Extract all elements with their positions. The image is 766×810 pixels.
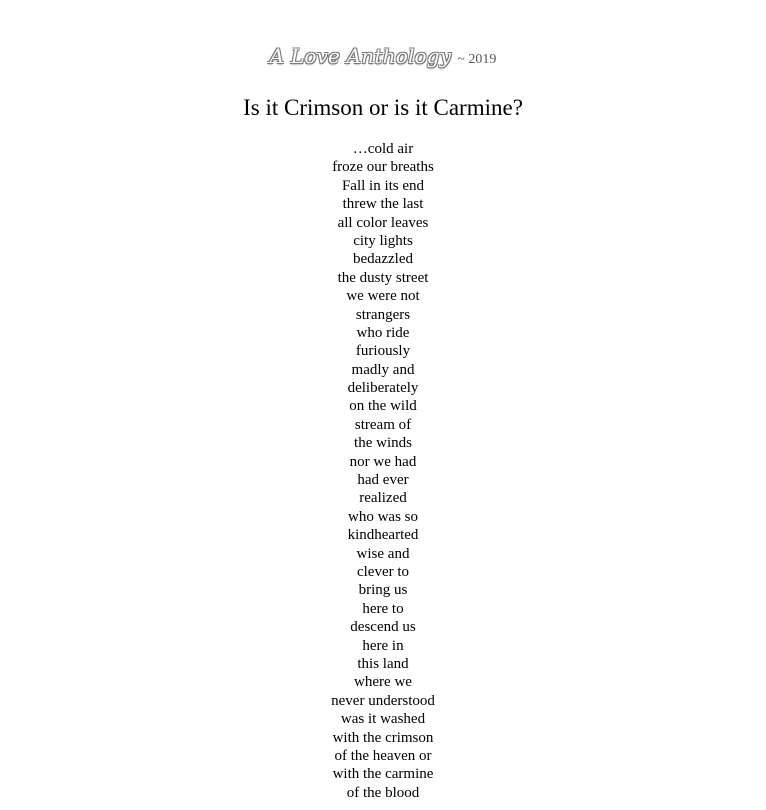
poem-body — [0, 140, 766, 802]
poem-line: clever to — [356, 563, 410, 580]
poem-line: Fall in its end — [341, 177, 425, 194]
poem-line: where we — [354, 674, 412, 691]
anthology-title: A Love Anthology — [269, 44, 452, 68]
poem-line: stream of — [354, 416, 412, 433]
anthology-header — [0, 46, 766, 67]
poem-line: nor we had — [349, 453, 417, 470]
poem-line: furiously — [355, 343, 411, 360]
poem-line: madly and — [351, 361, 415, 378]
poem-line: who ride — [356, 324, 410, 341]
poem-line: bedazzled — [353, 251, 413, 268]
poem-line: all color leaves — [337, 214, 429, 231]
poem-line: kindhearted — [347, 527, 419, 544]
poem-line: who was so — [348, 508, 418, 525]
poem-line: was it washed — [340, 711, 426, 728]
poem-line: never understood — [331, 692, 435, 709]
poem-line: here to — [362, 600, 404, 617]
poem-line: on the wild — [349, 398, 417, 415]
poem-line: of the blood — [346, 784, 420, 801]
poem-title: Is it Crimson or is it Carmine? — [243, 95, 523, 120]
poem-line: strangers — [355, 306, 411, 323]
poem-line: the dusty street — [337, 269, 429, 286]
poem-line: city lights — [353, 232, 413, 249]
poem-line: we were not — [346, 288, 420, 305]
poem-line: had ever — [357, 472, 409, 489]
poem-line: this land — [357, 655, 409, 672]
poem-line: the winds — [354, 435, 412, 452]
poem-line: …cold air — [352, 141, 414, 157]
poem-line: with the carmine — [332, 766, 434, 783]
poem-line: of the heaven or — [334, 747, 432, 764]
poem-line: deliberately — [347, 380, 419, 397]
anthology-year: ~ 2019 — [457, 52, 497, 67]
poem-line: wise and — [356, 545, 410, 562]
poem-line: with the crimson — [332, 729, 434, 746]
poem-line: here in — [362, 637, 404, 654]
poem-line: threw the last — [342, 196, 424, 213]
poem-line: realized — [359, 490, 407, 507]
poem-line: bring us — [358, 582, 408, 599]
poem-line: descend us — [350, 619, 416, 636]
poem-line: froze our breaths — [332, 159, 434, 176]
